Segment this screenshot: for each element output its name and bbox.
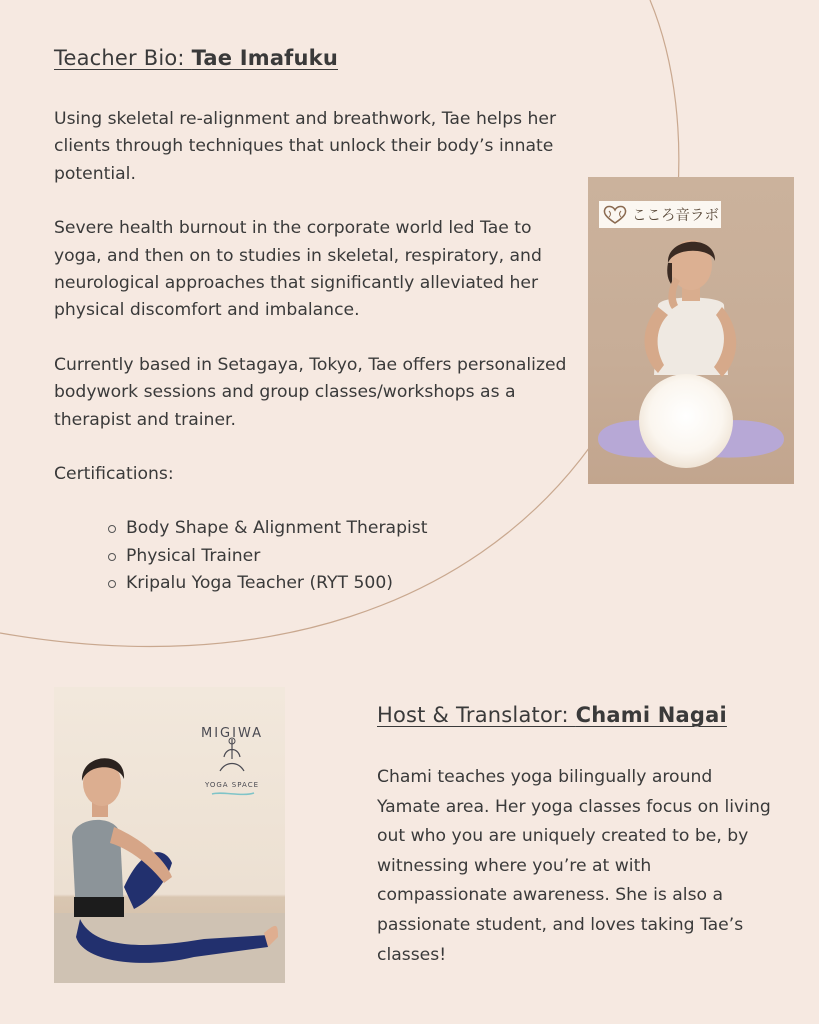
certification-item: Kripalu Yoga Teacher (RYT 500)	[126, 570, 574, 597]
teacher-figure	[588, 177, 794, 484]
teacher-bio-paragraph: Currently based in Setagaya, Tokyo, Tae offers personalized bodywork sessions and group classes/workshops as a therapist and trainer.	[54, 354, 567, 430]
certifications-list	[54, 515, 574, 597]
teacher-bio-paragraph: Using skeletal re-alignment and breathwork, Tae helps her clients through techniques that unlock their body’s innate potential.	[54, 109, 557, 184]
host-photo	[54, 687, 285, 983]
migiwa-logo-text: MIGIWA	[201, 726, 263, 741]
logo-text: こころ音ラボ	[632, 208, 719, 224]
teacher-bio-title	[54, 46, 338, 70]
yoga-space-text: YOGA SPACE	[204, 781, 260, 789]
host-bio: Chami teaches yoga bilingually around Yamate area. Her yoga classes focus on living out who you are uniquely created to be, by witnessing where you’re at with compassionate awareness. She is also a passionate student, and loves taking Tae’s classes!	[377, 767, 771, 965]
certification-item: Physical Trainer	[126, 543, 574, 570]
teacher-photo	[588, 177, 794, 484]
teacher-bio-paragraph: Severe health burnout in the corporate world led Tae to yoga, and then on to studies in skeletal, respiratory, and neurological approaches that significantly alleviated her physical discomfort and imbalance.	[54, 218, 542, 321]
teacher-bio	[54, 106, 574, 598]
certification-item: Body Shape & Alignment Therapist	[126, 515, 574, 542]
host-title	[377, 703, 727, 727]
teacher-title-prefix: Teacher Bio:	[54, 46, 192, 70]
host-title-prefix: Host & Translator:	[377, 703, 576, 727]
host-name: Chami Nagai	[575, 703, 727, 727]
migiwa-yoga-space-logo	[201, 726, 263, 794]
certifications-label: Certifications:	[54, 464, 174, 485]
teacher-name: Tae Imafuku	[191, 46, 338, 70]
host-figure	[54, 687, 285, 983]
